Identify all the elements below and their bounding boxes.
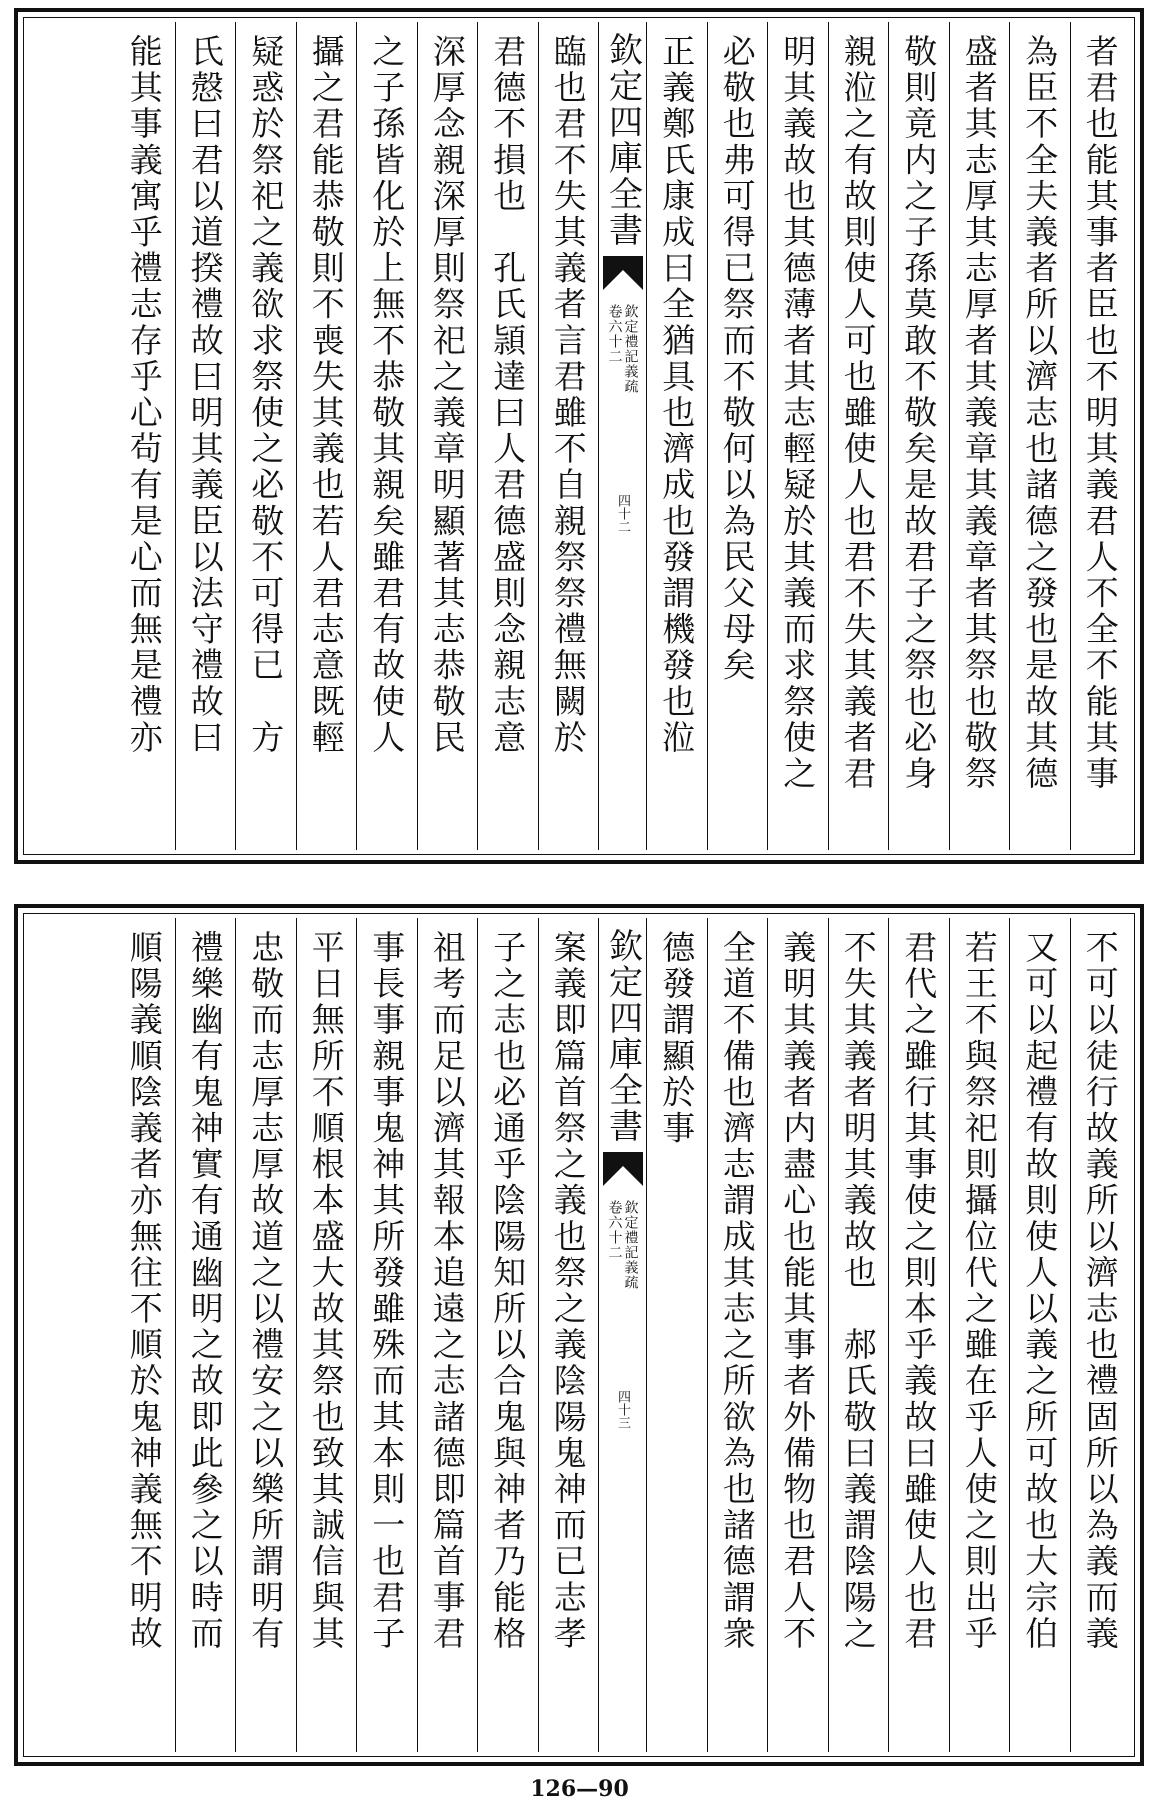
text-column xyxy=(296,918,357,1752)
text-column xyxy=(707,22,768,850)
folio-number: 四十二 xyxy=(615,494,630,533)
column-text: 祖考而足以濟其報本追遠之志諸德即篇首事君 xyxy=(427,930,467,1652)
column-text: 明其義故也其德薄者其志輕疑於其義而求祭使之 xyxy=(778,34,818,793)
text-column xyxy=(949,22,1010,850)
text-column xyxy=(477,918,538,1752)
folio-number: 四十三 xyxy=(615,1390,630,1429)
text-column xyxy=(1070,918,1131,1752)
column-text: 君德不損也 孔氏頴達曰人君德盛則念親志意 xyxy=(488,34,528,756)
text-column xyxy=(1009,22,1070,850)
column-text: 忠敬而志厚志厚故道之以禮安之以樂所謂明有 xyxy=(246,930,286,1652)
text-column xyxy=(767,22,828,850)
text-column xyxy=(114,22,175,850)
center-margin xyxy=(598,22,646,850)
text-column xyxy=(888,22,949,850)
chapter-volume: 卷六十二 xyxy=(606,304,623,364)
text-column xyxy=(538,22,599,850)
column-text: 又可以起禮有故則使人以義之所可故也大宗伯 xyxy=(1020,930,1060,1652)
text-column xyxy=(417,22,478,850)
upper-page xyxy=(14,8,1144,864)
column-text: 臨也君不失其義者言君雖不自親祭祭禮無闕於 xyxy=(548,34,588,756)
text-column xyxy=(538,918,599,1752)
book-title: 欽定四庫全書 xyxy=(602,928,643,1144)
text-column xyxy=(646,22,707,850)
column-text: 事長事親事鬼神其所發雖殊而其本則一也君子 xyxy=(367,930,407,1652)
text-column xyxy=(296,22,357,850)
chapter-subtitle: 欽定禮記義疏 xyxy=(622,304,639,394)
text-column xyxy=(646,918,707,1752)
column-text: 盛者其志厚其志厚者其義章其義章者其祭也敬祭 xyxy=(959,34,999,793)
column-text: 氏慤曰君以道揆禮故曰明其義臣以法守禮故曰 xyxy=(185,34,225,756)
text-column xyxy=(175,22,236,850)
column-text: 不失其義者明其義故也 郝氏敬曰義謂陰陽之 xyxy=(838,930,878,1652)
text-column xyxy=(114,918,175,1752)
column-text: 子之志也必通乎陰陽知所以合鬼與神者乃能格 xyxy=(488,930,528,1652)
column-text: 能其事義寓乎禮志存乎心茍有是心而無是禮亦 xyxy=(124,34,164,756)
column-text: 親涖之有故則使人可也雖使人也君不失其義者君 xyxy=(838,34,878,793)
text-column xyxy=(767,918,828,1752)
column-text: 全道不備也濟志謂成其志之所欲為也諸德謂衆 xyxy=(717,930,757,1652)
column-text: 平日無所不順根本盛大故其祭也致其誠信與其 xyxy=(306,930,346,1652)
column-text: 攝之君能恭敬則不喪失其義也若人君志意既輕 xyxy=(306,34,346,756)
column-text: 為臣不全夫義者所以濟志也諸德之發也是故其德 xyxy=(1020,34,1060,793)
column-text: 順陽義順陰義者亦無往不順於鬼神義無不明故 xyxy=(124,930,164,1652)
column-text: 禮樂幽有鬼神實有通幽明之故即此參之以時而 xyxy=(185,930,225,1652)
text-column xyxy=(235,918,296,1752)
column-text: 必敬也弗可得已祭而不敬何以為民父母矣 xyxy=(717,34,757,684)
text-column xyxy=(417,918,478,1752)
text-column xyxy=(949,918,1010,1752)
column-text: 案義即篇首祭之義也祭之義陰陽鬼神而已志孝 xyxy=(548,930,588,1652)
book-title: 欽定四庫全書 xyxy=(602,32,643,248)
column-text: 深厚念親深厚則祭祀之義章明顯著其志恭敬民 xyxy=(427,34,467,756)
text-column xyxy=(356,918,417,1752)
column-text: 德發謂顯於事 xyxy=(657,930,697,1147)
text-column xyxy=(477,22,538,850)
chapter-label xyxy=(608,304,638,394)
column-text: 之子孫皆化於上無不恭敬其親矣雖君有故使人 xyxy=(367,34,407,756)
text-column xyxy=(235,22,296,850)
column-text: 敬則竟内之子孫莫敢不敬矣是故君子之祭也必身 xyxy=(899,34,939,793)
column-text: 不可以徒行故義所以濟志也禮固所以為義而義 xyxy=(1080,930,1120,1652)
text-column xyxy=(828,918,889,1752)
column-text: 義明其義者内盡心也能其事者外備物也君人不 xyxy=(778,930,818,1652)
text-column xyxy=(888,918,949,1752)
text-column xyxy=(1070,22,1131,850)
text-column xyxy=(828,22,889,850)
column-text: 正義鄭氏康成曰全猶具也濟成也發謂機發也涖 xyxy=(657,34,697,756)
lower-page xyxy=(14,904,1144,1766)
text-column xyxy=(175,918,236,1752)
text-column xyxy=(1009,918,1070,1752)
chapter-subtitle: 欽定禮記義疏 xyxy=(622,1200,639,1290)
column-text: 者君也能其事者臣也不明其義君人不全不能其事 xyxy=(1080,34,1120,793)
chapter-volume: 卷六十二 xyxy=(606,1200,623,1260)
text-column xyxy=(707,918,768,1752)
upper-page-columns xyxy=(28,22,1130,850)
center-margin xyxy=(598,918,646,1752)
column-text: 疑惑於祭祀之義欲求祭使之必敬不可得已 方 xyxy=(246,34,286,756)
column-text: 君代之雖行其事使之則本乎義故曰雖使人也君 xyxy=(899,930,939,1652)
lower-page-columns xyxy=(28,918,1130,1752)
fishtail-mark-icon xyxy=(603,256,643,290)
column-text: 若王不與祭祀則攝位代之雖在乎人使之則出乎 xyxy=(959,930,999,1652)
chapter-label xyxy=(608,1200,638,1290)
page-footer-number: 126—90 xyxy=(530,1776,629,1802)
text-column xyxy=(356,22,417,850)
fishtail-mark-icon xyxy=(603,1152,643,1186)
